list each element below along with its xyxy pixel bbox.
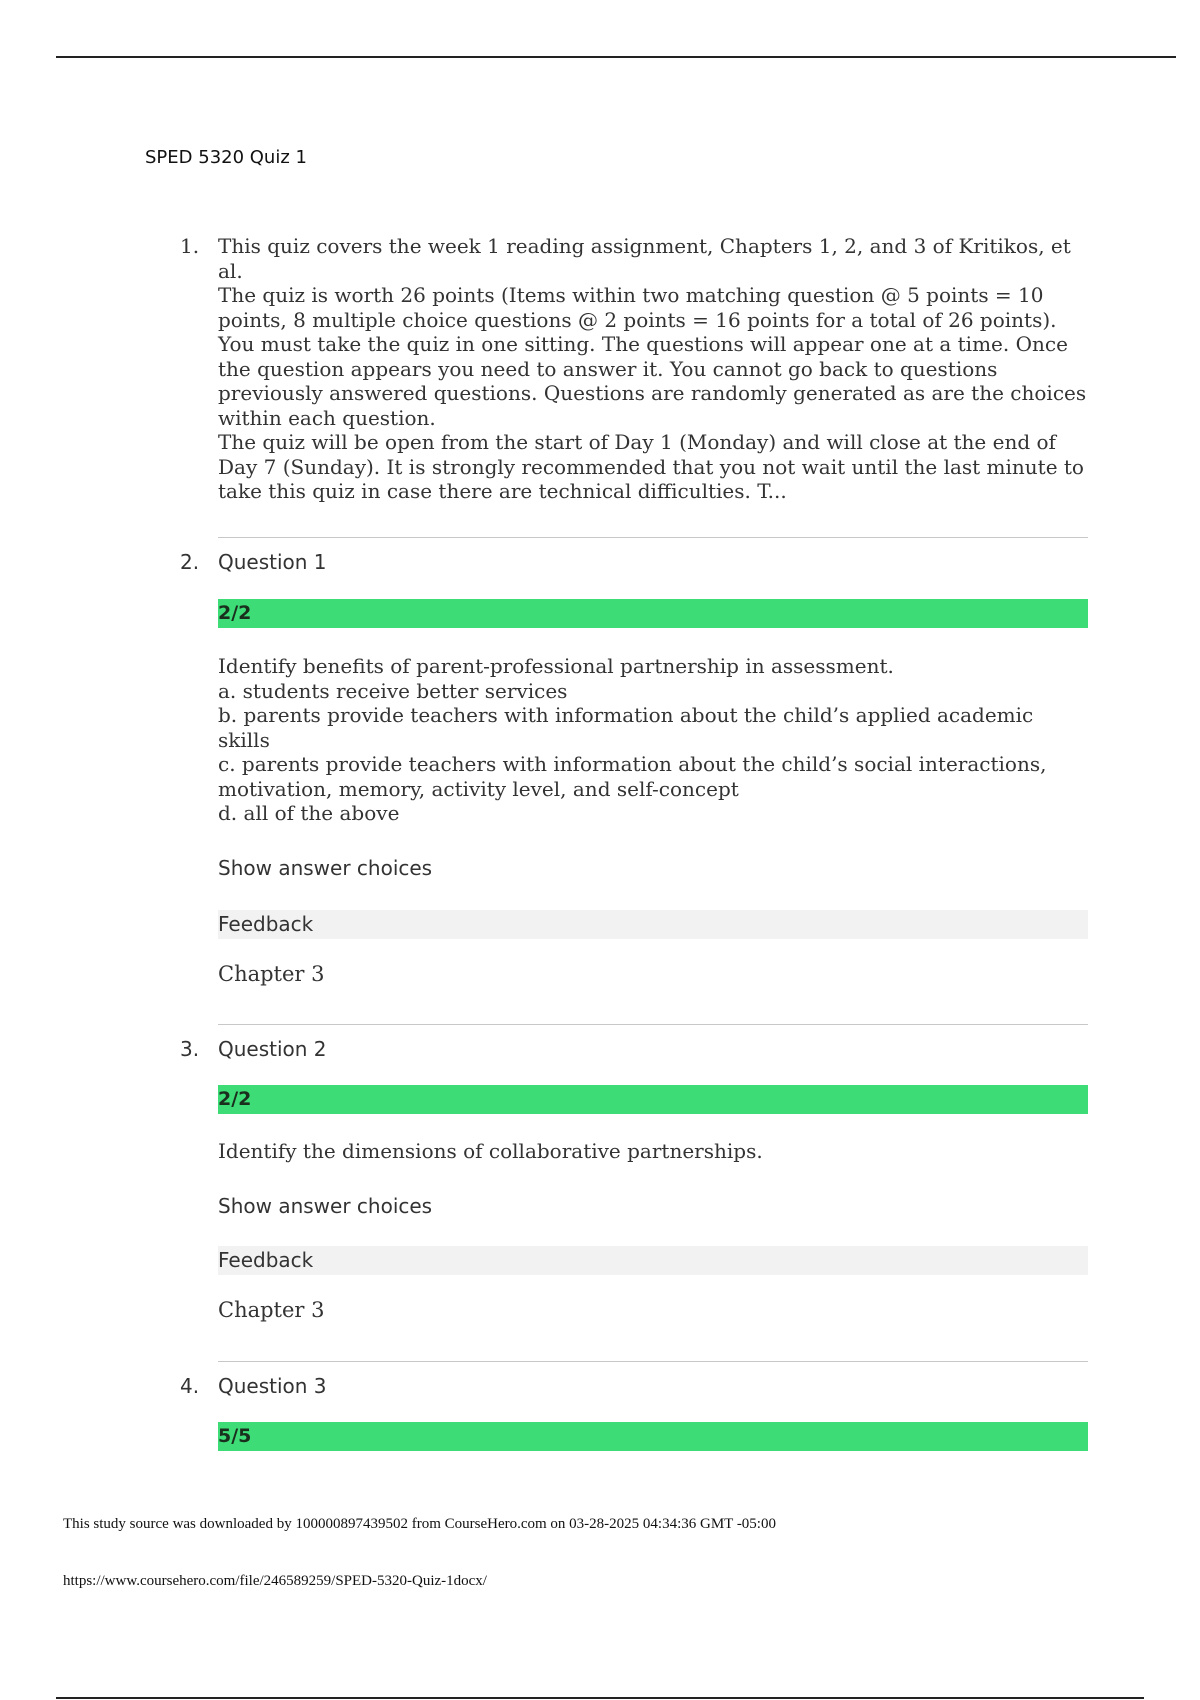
intro-paragraph: This quiz covers the week 1 reading assignment, Chapters 1, 2, and 3 of Kritikos, et al.: [218, 234, 1071, 283]
score-badge: 5/5: [218, 1422, 1088, 1451]
question-prompt: Identify benefits of parent-professional partnership in assessment.: [218, 654, 894, 678]
feedback-text: Chapter 3: [218, 961, 325, 986]
intro-text: [218, 234, 1088, 504]
question-content: [218, 654, 1088, 826]
feedback-toggle[interactable]: Feedback: [218, 1246, 1088, 1275]
quiz-intro-item: [180, 234, 1088, 504]
score-badge: 2/2: [218, 1085, 1088, 1114]
item-number: 4.: [180, 1374, 200, 1398]
item-number: 2.: [180, 550, 200, 574]
question-divider: [218, 537, 1088, 538]
feedback-text: Chapter 3: [218, 1297, 325, 1322]
answer-choice: b. parents provide teachers with information about the child’s applied academic skills: [218, 703, 1034, 752]
answer-choice: a. students receive better services: [218, 678, 568, 703]
feedback-toggle[interactable]: Feedback: [218, 910, 1088, 939]
question-item: [180, 1024, 1088, 1322]
bottom-rule: [56, 1697, 1144, 1699]
answer-choice: c. parents provide teachers with information about the child’s social interactions, motivation, memory, activity level, and self-concept: [218, 752, 1047, 801]
question-heading: Question 1: [218, 550, 327, 574]
question-heading: Question 2: [218, 1037, 327, 1061]
question-divider: [218, 1024, 1088, 1025]
source-url[interactable]: https://www.coursehero.com/file/246589259/SPED-5320-Quiz-1docx/: [63, 1573, 487, 1589]
question-divider: [218, 1361, 1088, 1362]
item-number: 1.: [180, 234, 200, 258]
document-title: SPED 5320 Quiz 1: [145, 147, 307, 168]
question-item: [180, 537, 1088, 986]
question-item: [180, 1361, 1088, 1451]
item-number: 3.: [180, 1037, 200, 1061]
download-note: This study source was downloaded by 100000897439502 from CourseHero.com on 03-28-2025 04:34:36 GMT -05:00: [63, 1516, 776, 1532]
answer-choice: d. all of the above: [218, 801, 400, 825]
top-rule: [56, 56, 1176, 58]
intro-paragraph: The quiz is worth 26 points (Items within two matching question @ 5 points = 10 points, 8 multiple choice questions @ 2 points = 16 points for a total of 26 points). You must take the quiz in one sitting. The questions will appear one at a time. Once the question appears you need to answer it. You cannot go back to questions previously answered questions. Questions are randomly generated as are the choices within each question.: [218, 283, 1087, 430]
score-badge: 2/2: [218, 599, 1088, 628]
intro-paragraph: The quiz will be open from the start of Day 1 (Monday) and will close at the end of Day 7 (Sunday). It is strongly recommended that you not wait until the last minute to take this quiz in case there are technical difficulties. T...: [218, 430, 1084, 503]
question-heading: Question 3: [218, 1374, 327, 1398]
show-answer-choices-link[interactable]: Show answer choices: [218, 855, 433, 880]
question-prompt: Identify the dimensions of collaborative partnerships.: [218, 1139, 763, 1163]
show-answer-choices-link[interactable]: Show answer choices: [218, 1193, 433, 1218]
